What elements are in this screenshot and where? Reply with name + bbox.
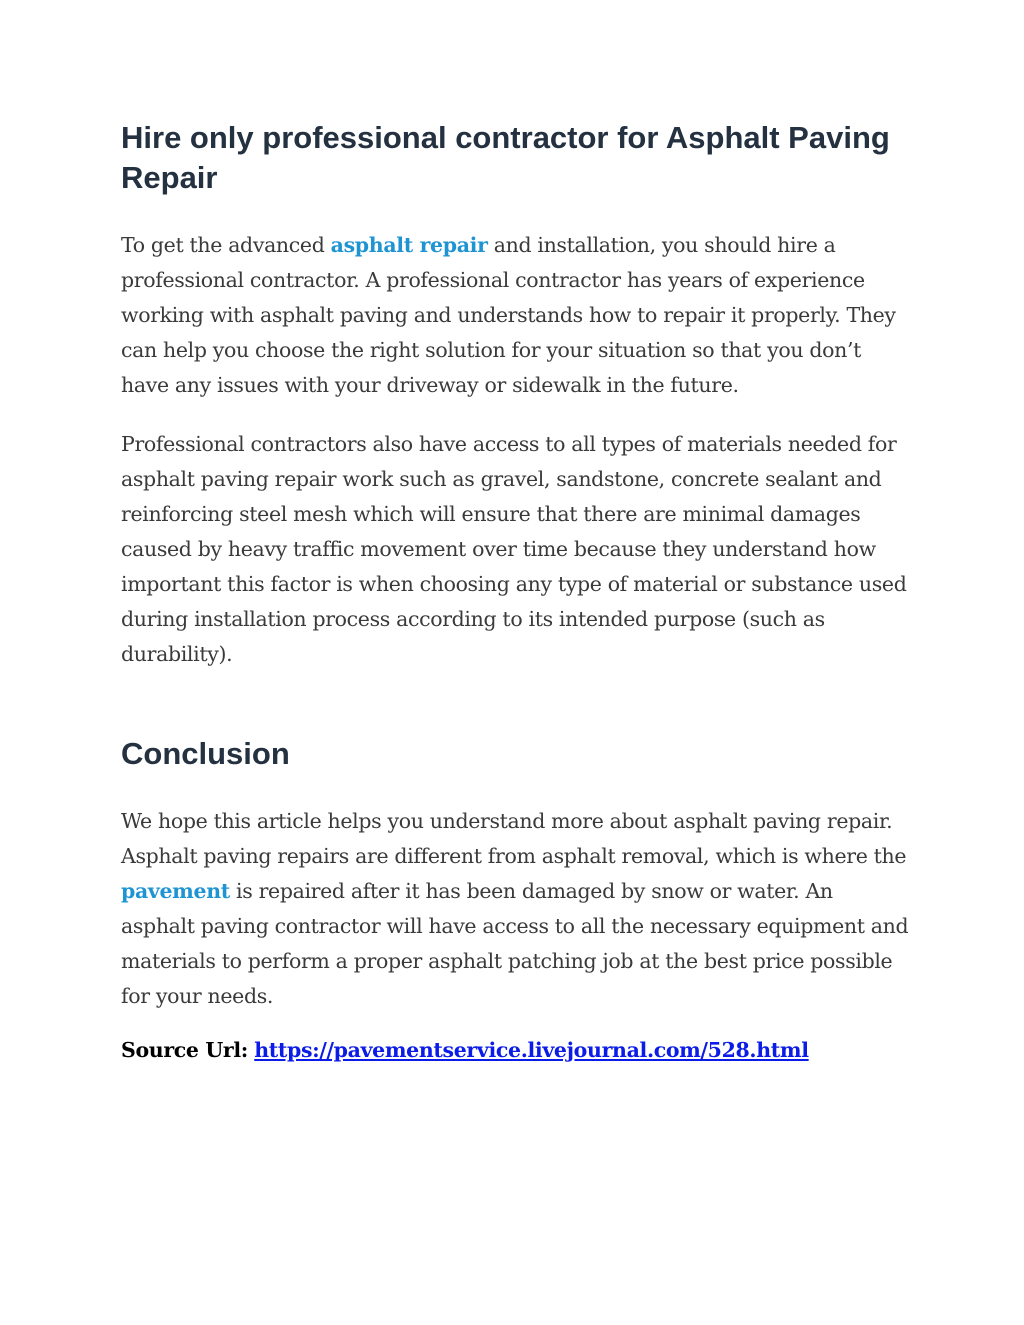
intro-text-end: and installation, you should hire a professional contractor. A professional contractor has years of experience working with asphalt paving and understands how to repair it properly. They can help you choose the right solution for your situation so that you don’t have any issues with your driveway or sidewalk in the future. bbox=[121, 233, 896, 397]
conclusion-heading: Conclusion bbox=[121, 736, 290, 771]
source-line bbox=[121, 1033, 911, 1068]
materials-paragraph: Professional contractors also have access to all types of materials needed for asphalt paving repair work such as gravel, sandstone, concrete sealant and reinforcing steel mesh which will ensure that there are minimal damages caused by heavy traffic movement over time because they understand how important this factor is when choosing any type of material or substance used during installation process according to its intended purpose (such as durability). bbox=[121, 432, 907, 666]
conclusion-text-end: is repaired after it has been damaged by snow or water. An asphalt paving contractor will have access to all the necessary equipment and materials to perform a proper asphalt patching job at the best price possible for your needs. bbox=[121, 879, 909, 1008]
intro-text-start: To get the advanced bbox=[121, 233, 331, 257]
conclusion-paragraph bbox=[121, 804, 911, 1014]
asphalt-repair-link[interactable]: asphalt repair bbox=[330, 233, 488, 257]
source-label: Source Url: bbox=[121, 1038, 249, 1062]
source-url-link[interactable]: https://pavementservice.livejournal.com/528.html bbox=[254, 1038, 809, 1062]
pavement-link[interactable]: pavement bbox=[121, 879, 230, 903]
document-page bbox=[121, 118, 911, 1068]
conclusion-text-start: We hope this article helps you understand more about asphalt paving repair. Asphalt paving repairs are different from asphalt removal, which is where the bbox=[121, 809, 907, 868]
section-heading: Hire only professional contractor for Asphalt Paving Repair bbox=[121, 120, 890, 195]
intro-paragraph bbox=[121, 228, 911, 403]
